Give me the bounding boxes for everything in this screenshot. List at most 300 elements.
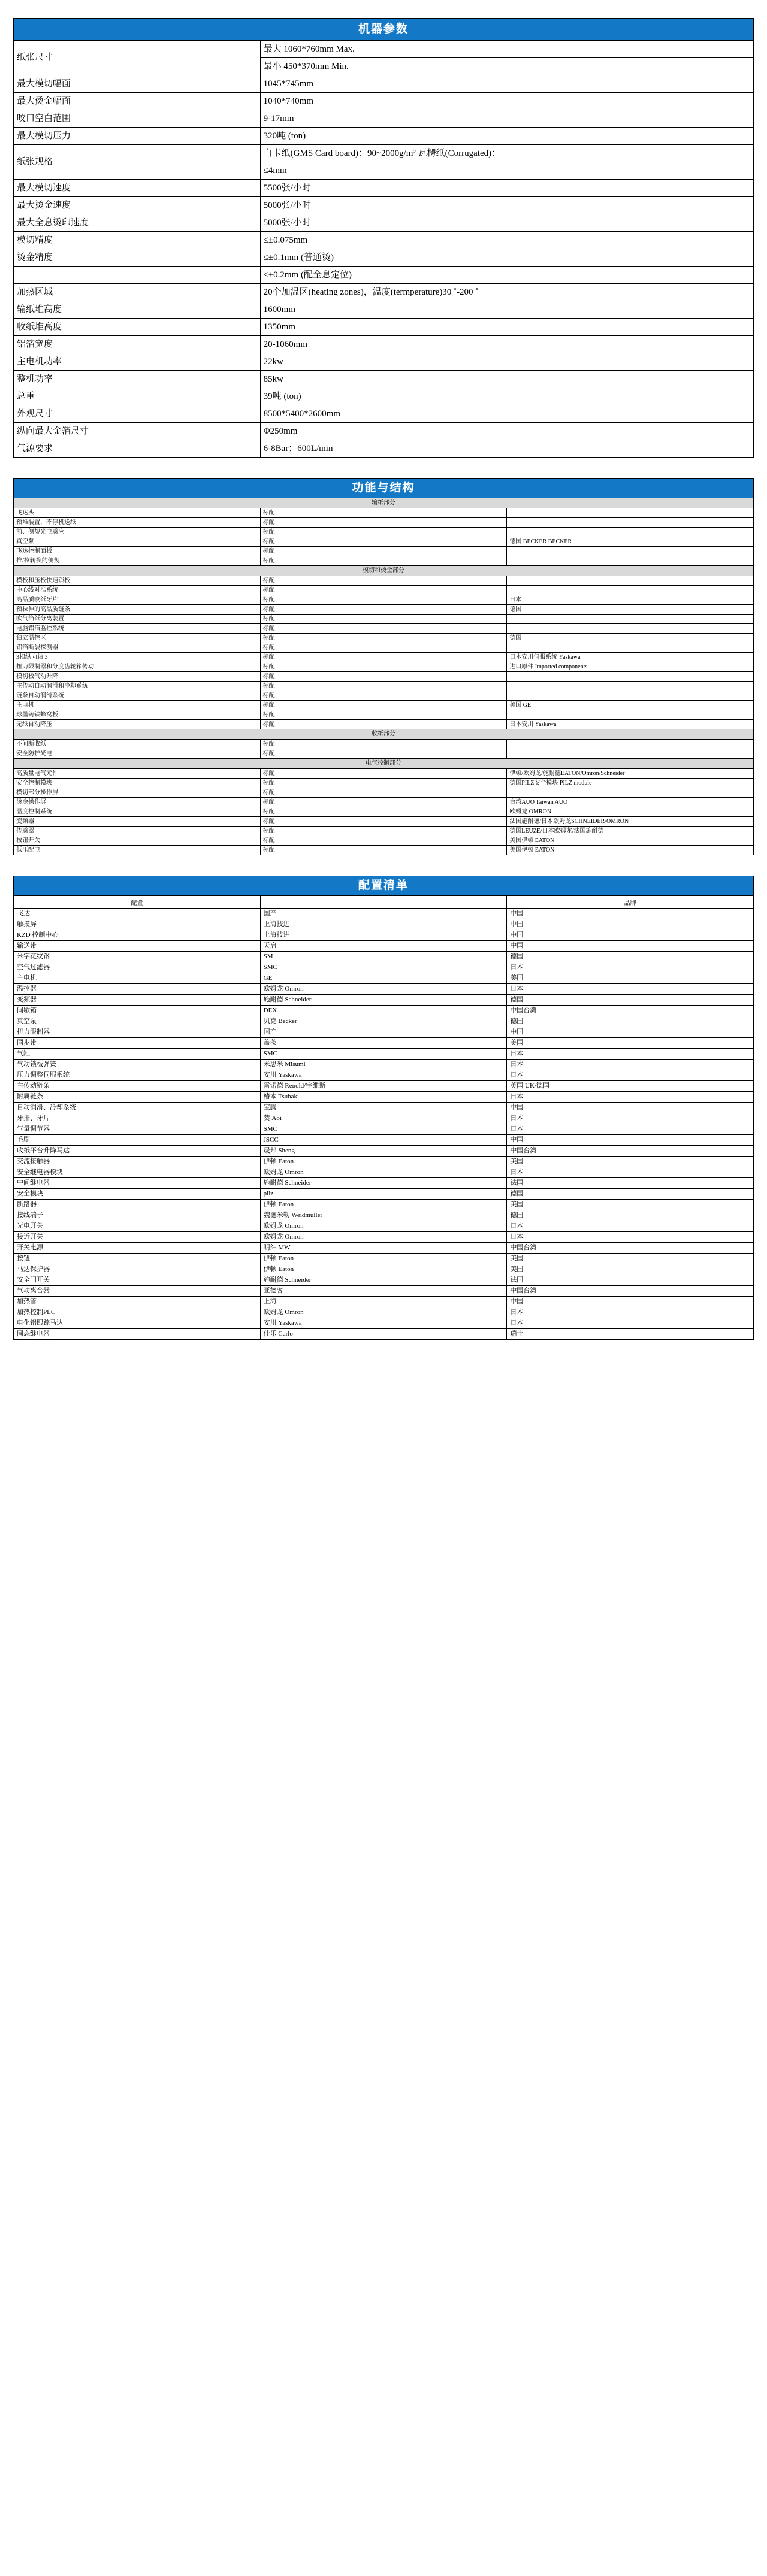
configuration-list-head — [14, 876, 754, 909]
param-value: 白卡纸(GMS Card board)：90~2000g/m² 瓦楞纸(Corrugated)： — [260, 145, 753, 162]
feature-config: 标配 — [260, 634, 507, 643]
table-row — [14, 353, 754, 371]
table-row — [14, 1070, 754, 1081]
table-row — [14, 779, 754, 788]
section-title: 输纸部分 — [14, 498, 754, 508]
table-row — [14, 643, 754, 653]
table-row — [14, 93, 754, 110]
feature-item: 3根纵向轴 3 — [14, 653, 261, 662]
feature-brand — [507, 586, 754, 595]
config-item: 气动锁板弹簧 — [14, 1060, 261, 1070]
table-row — [14, 1243, 754, 1254]
config-item: 气动离合器 — [14, 1286, 261, 1297]
config-origin: 中国台湾 — [507, 1146, 754, 1157]
table-row — [14, 595, 754, 605]
config-maker: SMC — [260, 962, 507, 973]
table-row — [14, 301, 754, 319]
machine-parameters-banner-row — [14, 19, 754, 41]
feature-item: 主传动自动润滑和冷却系统 — [14, 682, 261, 691]
table-row — [14, 537, 754, 547]
config-item: 自动润滑、冷却系统 — [14, 1103, 261, 1113]
config-maker: 亚德客 — [260, 1286, 507, 1297]
table-row — [14, 284, 754, 301]
table-row — [14, 1189, 754, 1200]
table-row — [14, 1157, 754, 1167]
feature-config: 标配 — [260, 779, 507, 788]
table-row — [14, 769, 754, 779]
table-row — [14, 1027, 754, 1038]
config-maker: 上海技进 — [260, 919, 507, 930]
table-row — [14, 75, 754, 93]
param-value: 5000张/小时 — [260, 197, 753, 214]
section-header-row — [14, 566, 754, 576]
config-origin: 德国 — [507, 995, 754, 1006]
config-item: 接近开关 — [14, 1232, 261, 1243]
config-item: 安全继电器模块 — [14, 1167, 261, 1178]
config-origin: 日本 — [507, 984, 754, 995]
config-maker: 欧姆龙 Omron — [260, 1221, 507, 1232]
table-row — [14, 798, 754, 807]
table-row — [14, 807, 754, 817]
feature-config: 标配 — [260, 798, 507, 807]
config-maker: 伊顿 Eaton — [260, 1254, 507, 1264]
config-origin: 德国 — [507, 1189, 754, 1200]
feature-brand — [507, 672, 754, 682]
config-maker: 欧姆龙 Omron — [260, 1232, 507, 1243]
feature-item: 铝箔断裂探测器 — [14, 643, 261, 653]
param-value: 22kw — [260, 353, 753, 371]
feature-brand: 欧姆龙 OMRON — [507, 807, 754, 817]
feature-item: 安全防护光电 — [14, 749, 261, 759]
feature-item: 模板和压板快速锁板 — [14, 576, 261, 586]
config-item: 压力调整伺服系统 — [14, 1070, 261, 1081]
table-row — [14, 827, 754, 836]
config-maker: 欧姆龙 Omron — [260, 1167, 507, 1178]
feature-config: 标配 — [260, 605, 507, 615]
feature-brand — [507, 788, 754, 798]
section-header-row — [14, 759, 754, 769]
configuration-list-rows — [14, 909, 754, 1340]
table-row — [14, 653, 754, 662]
table-row — [14, 710, 754, 720]
table-row — [14, 740, 754, 749]
table-row — [14, 1092, 754, 1103]
config-origin: 中国 — [507, 1027, 754, 1038]
table-row — [14, 508, 754, 518]
spec-sheet-page — [0, 18, 767, 1340]
table-row — [14, 1103, 754, 1113]
table-row — [14, 624, 754, 634]
feature-item: 不间断收纸 — [14, 740, 261, 749]
section-title: 收纸部分 — [14, 729, 754, 740]
table-row — [14, 576, 754, 586]
config-item: 扭力限制器 — [14, 1027, 261, 1038]
config-origin: 日本 — [507, 962, 754, 973]
param-value: 20个加温区(heating zones)，温度(termperature)30 ˚-200 ˚ — [260, 284, 753, 301]
feature-item: 按钮开关 — [14, 836, 261, 846]
config-item: 变频器 — [14, 995, 261, 1006]
param-label: 纸张规格 — [14, 145, 261, 180]
feature-item: 模切板气动升降 — [14, 672, 261, 682]
config-maker: SMC — [260, 1049, 507, 1060]
table-row — [14, 1232, 754, 1243]
param-value: 1600mm — [260, 301, 753, 319]
table-row — [14, 1006, 754, 1016]
feature-item: 预堆装置，不停机送纸 — [14, 518, 261, 528]
feature-config: 标配 — [260, 556, 507, 566]
config-item: 主电机 — [14, 973, 261, 984]
config-origin: 中国 — [507, 1103, 754, 1113]
table-row — [14, 615, 754, 624]
table-row — [14, 1329, 754, 1340]
table-row — [14, 336, 754, 353]
feature-config: 标配 — [260, 653, 507, 662]
table-row — [14, 672, 754, 682]
feature-config: 标配 — [260, 701, 507, 710]
config-maker: 安川 Yaskawa — [260, 1318, 507, 1329]
feature-item: 温度控制系统 — [14, 807, 261, 817]
table-row — [14, 941, 754, 952]
config-origin: 日本 — [507, 1092, 754, 1103]
config-item: 接线端子 — [14, 1210, 261, 1221]
header-config: 配置 — [14, 896, 261, 909]
table-row — [14, 1275, 754, 1286]
feature-config: 标配 — [260, 817, 507, 827]
feature-brand — [507, 710, 754, 720]
feature-brand — [507, 624, 754, 634]
param-label: 整机功率 — [14, 371, 261, 388]
config-item: 按钮 — [14, 1254, 261, 1264]
config-origin: 美国 — [507, 1264, 754, 1275]
section-header-row — [14, 729, 754, 740]
configuration-list-table — [13, 876, 754, 1340]
config-origin: 日本 — [507, 1307, 754, 1318]
feature-item: 前、侧规光电感应 — [14, 528, 261, 537]
table-row — [14, 1221, 754, 1232]
feature-brand: 进口原件 Imported components — [507, 662, 754, 672]
param-value: 320吨 (ton) — [260, 128, 753, 145]
config-item: 米字花纹钢 — [14, 952, 261, 962]
feature-config: 标配 — [260, 691, 507, 701]
config-maker: SM — [260, 952, 507, 962]
section-title: 电气控制部分 — [14, 759, 754, 769]
table-row — [14, 605, 754, 615]
table-row — [14, 984, 754, 995]
config-item: 加热控制PLC — [14, 1307, 261, 1318]
feature-item: 低压配电 — [14, 846, 261, 855]
config-maker: 施耐德 Schneider — [260, 1178, 507, 1189]
param-label: 主电机功率 — [14, 353, 261, 371]
table-row — [14, 846, 754, 855]
table-row — [14, 267, 754, 284]
config-maker: 宝腾 — [260, 1103, 507, 1113]
config-origin: 瑞士 — [507, 1329, 754, 1340]
param-label — [14, 267, 261, 284]
config-origin: 美国 — [507, 1254, 754, 1264]
feature-item: 无纸自动降压 — [14, 720, 261, 729]
feature-brand: 台湾AUO Taiwan AUO — [507, 798, 754, 807]
config-origin: 美国 — [507, 1200, 754, 1210]
config-maker: 晟邦 Sheng — [260, 1146, 507, 1157]
feature-brand — [507, 547, 754, 556]
feature-brand: 美国伊顿 EATON — [507, 836, 754, 846]
config-maker: GE — [260, 973, 507, 984]
config-origin: 中国 — [507, 941, 754, 952]
feature-item: 飞达控制面板 — [14, 547, 261, 556]
table-row — [14, 1124, 754, 1135]
feature-brand — [507, 691, 754, 701]
table-row — [14, 1167, 754, 1178]
table-row — [14, 1210, 754, 1221]
table-row — [14, 836, 754, 846]
config-item: 收纸平台升降马达 — [14, 1146, 261, 1157]
feature-brand — [507, 615, 754, 624]
param-label: 铝箔宽度 — [14, 336, 261, 353]
config-item: 交流接触器 — [14, 1157, 261, 1167]
feature-config: 标配 — [260, 576, 507, 586]
config-origin: 中国 — [507, 930, 754, 941]
param-label: 加热区域 — [14, 284, 261, 301]
feature-config: 标配 — [260, 537, 507, 547]
feature-config: 标配 — [260, 788, 507, 798]
param-label: 咬口空白范围 — [14, 110, 261, 128]
config-item: 输送带 — [14, 941, 261, 952]
feature-config: 标配 — [260, 615, 507, 624]
table-row — [14, 371, 754, 388]
config-item: 附属链条 — [14, 1092, 261, 1103]
table-row — [14, 1081, 754, 1092]
feature-config: 标配 — [260, 547, 507, 556]
table-row — [14, 319, 754, 336]
config-origin: 日本 — [507, 1167, 754, 1178]
param-label: 最大烫金速度 — [14, 197, 261, 214]
config-maker: 伊顿 Eaton — [260, 1264, 507, 1275]
function-structure-rows — [14, 498, 754, 855]
param-value: 9-17mm — [260, 110, 753, 128]
param-label: 外观尺寸 — [14, 405, 261, 423]
feature-brand — [507, 643, 754, 653]
table-row — [14, 1060, 754, 1070]
config-item: 空气过滤器 — [14, 962, 261, 973]
table-row — [14, 197, 754, 214]
config-maker: 欧姆龙 Omron — [260, 1307, 507, 1318]
table-row — [14, 662, 754, 672]
table-row — [14, 145, 754, 162]
param-value: 1350mm — [260, 319, 753, 336]
section-header-row — [14, 498, 754, 508]
config-item: 断路器 — [14, 1200, 261, 1210]
config-origin: 中国 — [507, 1135, 754, 1146]
config-item: 间歇箱 — [14, 1006, 261, 1016]
table-row — [14, 547, 754, 556]
config-maker: 椿本 Tsubaki — [260, 1092, 507, 1103]
config-origin: 中国 — [507, 919, 754, 930]
config-item: 电化铝跟踪马达 — [14, 1318, 261, 1329]
table-row — [14, 749, 754, 759]
table-row — [14, 41, 754, 58]
function-structure-head — [14, 479, 754, 498]
config-item: 中间继电器 — [14, 1178, 261, 1189]
config-maker: 上海 — [260, 1297, 507, 1307]
machine-parameters-table — [13, 18, 754, 458]
table-row — [14, 405, 754, 423]
feature-item: 预拉伸的高品质链条 — [14, 605, 261, 615]
config-item: 主传动链条 — [14, 1081, 261, 1092]
config-item: 牙排、牙片 — [14, 1113, 261, 1124]
config-item: 温控器 — [14, 984, 261, 995]
table-row — [14, 1286, 754, 1297]
table-row — [14, 691, 754, 701]
config-maker: 米思米 Misumi — [260, 1060, 507, 1070]
config-item: 同步带 — [14, 1038, 261, 1049]
feature-brand: 日本 — [507, 595, 754, 605]
table-row — [14, 919, 754, 930]
table-row — [14, 930, 754, 941]
param-value: 39吨 (ton) — [260, 388, 753, 405]
feature-item: 高品质咬纸牙片 — [14, 595, 261, 605]
feature-item: 真空泵 — [14, 537, 261, 547]
feature-brand: 伊顿/欧姆龙/施耐德EATON/Omron/Schneider — [507, 769, 754, 779]
table-row — [14, 528, 754, 537]
config-origin: 德国 — [507, 1016, 754, 1027]
config-item: 飞达 — [14, 909, 261, 919]
config-item: 真空泵 — [14, 1016, 261, 1027]
table-row — [14, 128, 754, 145]
table-row — [14, 1307, 754, 1318]
config-origin: 法国 — [507, 1275, 754, 1286]
param-value: 1040*740mm — [260, 93, 753, 110]
feature-config: 标配 — [260, 508, 507, 518]
feature-config: 标配 — [260, 586, 507, 595]
config-maker: 明纬 MW — [260, 1243, 507, 1254]
config-maker: 国产 — [260, 1027, 507, 1038]
table-row — [14, 973, 754, 984]
table-row — [14, 1200, 754, 1210]
config-origin: 美国 — [507, 1157, 754, 1167]
feature-brand — [507, 556, 754, 566]
param-value: 85kw — [260, 371, 753, 388]
table-row — [14, 701, 754, 710]
feature-config: 标配 — [260, 769, 507, 779]
table-row — [14, 388, 754, 405]
table-row — [14, 962, 754, 973]
config-maker: 施耐德 Schneider — [260, 995, 507, 1006]
feature-item: 链条自动润滑系统 — [14, 691, 261, 701]
table-row — [14, 720, 754, 729]
config-origin: 中国台湾 — [507, 1006, 754, 1016]
feature-config: 标配 — [260, 827, 507, 836]
table-row — [14, 634, 754, 643]
param-value: ≤±0.1mm (普通烫) — [260, 249, 753, 267]
feature-brand — [507, 749, 754, 759]
config-maker: 国产 — [260, 909, 507, 919]
table-row — [14, 952, 754, 962]
feature-brand — [507, 682, 754, 691]
config-item: 固态继电器 — [14, 1329, 261, 1340]
config-item: 加热管 — [14, 1297, 261, 1307]
feature-config: 标配 — [260, 749, 507, 759]
table-row — [14, 423, 754, 440]
config-origin: 日本 — [507, 1049, 754, 1060]
section-title: 模切和烫金部分 — [14, 566, 754, 576]
param-value: Φ250mm — [260, 423, 753, 440]
table-row — [14, 817, 754, 827]
table-row — [14, 518, 754, 528]
feature-item: 安全控制模块 — [14, 779, 261, 788]
table-row — [14, 909, 754, 919]
config-origin: 日本 — [507, 1113, 754, 1124]
config-item: 马达保护器 — [14, 1264, 261, 1275]
table-row — [14, 1113, 754, 1124]
table-row — [14, 1038, 754, 1049]
feature-item: 独立温控区 — [14, 634, 261, 643]
feature-item: 烫金操作屏 — [14, 798, 261, 807]
feature-config: 标配 — [260, 682, 507, 691]
param-label: 总重 — [14, 388, 261, 405]
feature-brand — [507, 508, 754, 518]
param-label: 纵向最大金箔尺寸 — [14, 423, 261, 440]
config-origin: 中国台湾 — [507, 1243, 754, 1254]
config-maker: 上海技进 — [260, 930, 507, 941]
feature-config: 标配 — [260, 528, 507, 537]
feature-config: 标配 — [260, 740, 507, 749]
feature-item: 扭力限制器和分度齿轮箱传动 — [14, 662, 261, 672]
spec-wrap — [0, 18, 767, 1340]
feature-brand: 德国LEUZE/日本欧姆龙/法国施耐德 — [507, 827, 754, 836]
config-origin: 中国 — [507, 909, 754, 919]
config-item: 安全门开关 — [14, 1275, 261, 1286]
function-structure-table — [13, 478, 754, 855]
table-row — [14, 110, 754, 128]
config-origin: 中国 — [507, 1297, 754, 1307]
table-row — [14, 214, 754, 232]
feature-brand: 德国 — [507, 634, 754, 643]
param-label: 纸张尺寸 — [14, 41, 261, 75]
table-row — [14, 180, 754, 197]
feature-brand: 日本安川伺服系统 Yaskawa — [507, 653, 754, 662]
machine-parameters-body — [14, 19, 754, 41]
feature-brand: 法国施耐德/日本欧姆龙SCHNEIDER/OMRON — [507, 817, 754, 827]
config-item: 气量调节器 — [14, 1124, 261, 1135]
feature-item: 飞达头 — [14, 508, 261, 518]
param-value: 8500*5400*2600mm — [260, 405, 753, 423]
config-maker: 雷诺德 Renold/宇维斯 — [260, 1081, 507, 1092]
table-row — [14, 232, 754, 249]
function-structure-banner-row — [14, 479, 754, 498]
config-origin: 日本 — [507, 1221, 754, 1232]
header-brand: 品牌 — [507, 896, 754, 909]
param-label: 气源要求 — [14, 440, 261, 458]
feature-item: 模切部分操作屏 — [14, 788, 261, 798]
param-label: 最大模切压力 — [14, 128, 261, 145]
table-row — [14, 249, 754, 267]
table-row — [14, 788, 754, 798]
function-structure-title: 功能与结构 — [14, 479, 754, 498]
configuration-list-header-row — [14, 896, 754, 909]
table-row — [14, 1297, 754, 1307]
config-item: 毛刷 — [14, 1135, 261, 1146]
feature-brand: 日本安川 Yaskawa — [507, 720, 754, 729]
param-value: ≤±0.2mm (配全息定位) — [260, 267, 753, 284]
table-row — [14, 1318, 754, 1329]
configuration-list-banner-row — [14, 876, 754, 896]
feature-item: 球墨铸铁蜂窝板 — [14, 710, 261, 720]
feature-item: 传感器 — [14, 827, 261, 836]
feature-config: 标配 — [260, 807, 507, 817]
feature-config: 标配 — [260, 643, 507, 653]
feature-config: 标配 — [260, 672, 507, 682]
feature-config: 标配 — [260, 662, 507, 672]
